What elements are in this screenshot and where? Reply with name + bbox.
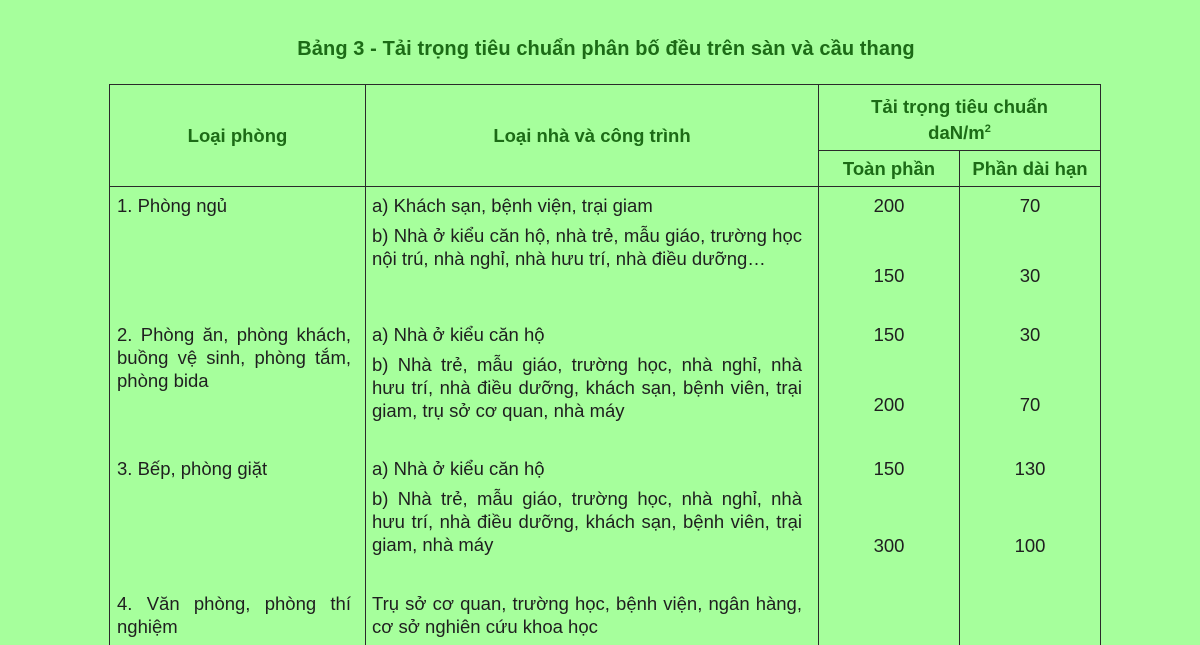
unit-text: daN/m bbox=[928, 121, 985, 143]
building-item: b) Nhà ở kiểu căn hộ, nhà trẻ, mẫu giáo, trường học nội trú, nhà nghỉ, nhà hưu trí, nhà điều dưỡng… bbox=[372, 225, 802, 269]
building-type-cell bbox=[366, 450, 819, 585]
header-building-type: Loại nhà và công trình bbox=[366, 85, 819, 187]
header-load-label: Tải trọng tiêu chuẩn bbox=[871, 95, 1048, 117]
long-term-load-cell bbox=[960, 316, 1101, 450]
unit-exponent: 2 bbox=[984, 122, 991, 135]
header-room-type: Loại phòng bbox=[110, 85, 366, 187]
load-value: 200 bbox=[873, 393, 905, 415]
building-item: a) Khách sạn, bệnh viện, trại giam bbox=[372, 195, 653, 216]
room-type-cell: 4. Văn phòng, phòng thí nghiệm bbox=[110, 585, 366, 645]
full-load-cell bbox=[819, 187, 960, 316]
long-term-load-cell bbox=[960, 450, 1101, 585]
room-type-cell: 1. Phòng ngủ bbox=[110, 187, 366, 316]
building-item: Trụ sở cơ quan, trường học, bệnh viện, ngân hàng, cơ sở nghiên cứu khoa học bbox=[372, 592, 802, 637]
header-long-term-load: Phần dài hạn bbox=[960, 151, 1101, 187]
load-value: 150 bbox=[873, 457, 905, 479]
full-load-cell bbox=[819, 585, 960, 645]
full-load-cell bbox=[819, 450, 960, 585]
long-term-load-cell bbox=[960, 585, 1101, 645]
load-value: 70 bbox=[1019, 393, 1041, 415]
load-value: 30 bbox=[1019, 265, 1041, 286]
building-item: b) Nhà trẻ, mẫu giáo, trường học, nhà nghỉ, nhà hưu trí, nhà điều dưỡng, khách sạn, bệnh viên, trại giam, nhà máy bbox=[372, 487, 802, 555]
table-title: Bảng 3 - Tải trọng tiêu chuẩn phân bố đều trên sàn và cầu thang bbox=[297, 38, 915, 60]
load-table bbox=[109, 84, 1101, 645]
building-item: a) Nhà ở kiểu căn hộ bbox=[372, 457, 545, 479]
building-type-cell bbox=[366, 187, 819, 316]
load-value: 300 bbox=[873, 534, 905, 556]
table-header bbox=[110, 85, 1101, 187]
header-load-unit bbox=[819, 120, 1100, 146]
table-row bbox=[110, 187, 1101, 316]
full-load-cell bbox=[819, 316, 960, 450]
header-full-load: Toàn phần bbox=[819, 151, 960, 187]
table-row bbox=[110, 585, 1101, 645]
building-type-cell bbox=[366, 585, 819, 645]
load-value: 150 bbox=[873, 265, 905, 286]
table-row bbox=[110, 316, 1101, 450]
load-value: 150 bbox=[873, 323, 905, 345]
room-type-cell: 2. Phòng ăn, phòng khách, buồng vệ sinh, phòng tắm, phòng bida bbox=[110, 316, 366, 450]
building-item: b) Nhà trẻ, mẫu giáo, trường học, nhà nghỉ, nhà hưu trí, nhà điều dưỡng, khách sạn, bệnh viên, trại giam, trụ sở cơ quan, nhà máy bbox=[372, 353, 802, 421]
room-type-cell: 3. Bếp, phòng giặt bbox=[110, 450, 366, 585]
load-value: 200 bbox=[873, 195, 905, 216]
building-type-cell bbox=[366, 316, 819, 450]
load-value: 30 bbox=[1019, 323, 1041, 345]
load-value: 130 bbox=[1014, 457, 1046, 479]
load-value: 100 bbox=[1014, 534, 1046, 556]
load-value: 70 bbox=[1019, 195, 1041, 216]
table-row bbox=[110, 450, 1101, 585]
long-term-load-cell bbox=[960, 187, 1101, 316]
header-standard-load bbox=[819, 85, 1101, 151]
building-item: a) Nhà ở kiểu căn hộ bbox=[372, 323, 545, 345]
